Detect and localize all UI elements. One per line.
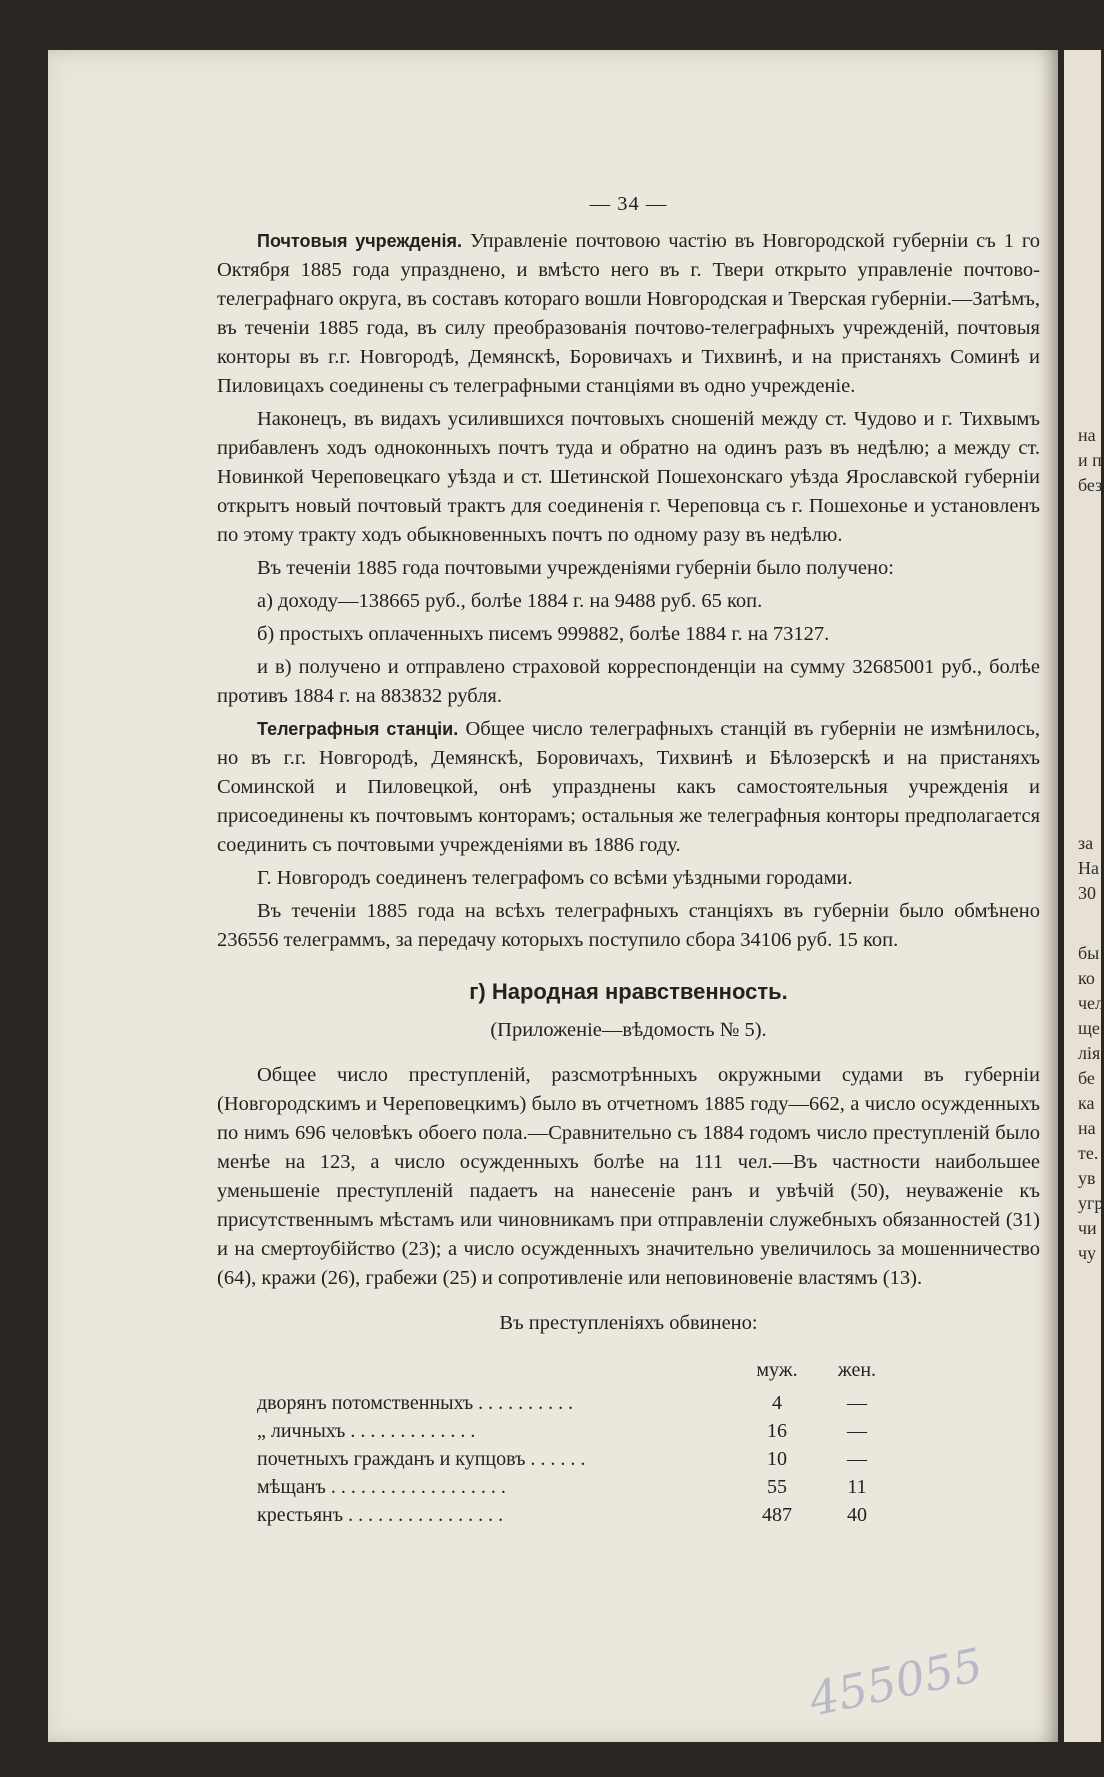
postal-paragraph-4: и в) получено и отправлено страховой корреспонденціи на сумму 32685001 руб., болѣе противъ 1884 г. на 883832 рубля. [217, 656, 1040, 707]
adjacent-page-edge [1064, 50, 1104, 1742]
male-count: 4 [772, 1392, 782, 1414]
adjacent-page-fragment: 30 [1078, 883, 1096, 903]
section-title: г) Народная нравственность. [469, 979, 788, 1004]
postal-heading: Почтовыя учрежденія. [257, 231, 463, 251]
adjacent-page-fragment: ув [1078, 1168, 1096, 1188]
adjacent-page-fragment: за [1078, 833, 1094, 853]
male-count: 55 [767, 1476, 787, 1498]
adjacent-page-fragment: ще [1078, 1018, 1100, 1038]
telegraph-paragraph-2: Г. Новгородъ соединенъ телеграфомъ со всѣми уѣздными городами. [257, 867, 853, 889]
column-header-male: муж. [756, 1359, 798, 1381]
adjacent-page-fragment: ка [1078, 1093, 1095, 1113]
adjacent-page-fragment: На [1078, 858, 1099, 878]
adjacent-page-fragment: чел [1078, 993, 1104, 1013]
table-row [257, 1445, 897, 1473]
postal-paragraph-3: Въ теченіи 1885 года почтовыми учрежденіями губерніи было получено: [257, 557, 894, 579]
telegraph-paragraph [217, 715, 1040, 860]
male-count: 487 [762, 1504, 792, 1526]
female-count: 11 [847, 1476, 867, 1498]
table-row [257, 1417, 897, 1445]
row-label: мѣщанъ . . . . . . . . . . . . . . . . . . [257, 1476, 506, 1498]
postal-paragraph [217, 227, 1040, 401]
row-label: почетныхъ гражданъ и купцовъ . . . . . . [257, 1448, 586, 1470]
row-label: „ личныхъ . . . . . . . . . . . . . [257, 1420, 476, 1442]
table-row [257, 1389, 897, 1417]
row-label: дворянъ потомственныхъ . . . . . . . . . . [257, 1392, 574, 1414]
adjacent-page-fragment: угр [1078, 1193, 1104, 1213]
postal-text: Управленіе почтовою частію въ Новгородской губерніи съ 1 го Октября 1885 года упразднено, и вмѣсто него въ г. Твери открыто управленіе почтово-телеграфнаго округа, въ составъ котораго вошли Новгородская и Тверская губерніи.—Затѣмъ, въ теченіи 1885 года, въ силу преобразованія почтово-телеграфныхъ учрежденій, почтовыя конторы въ г.г. Новгородѣ, Демянскѣ, Боровичахъ и Тихвинѣ, и на пристаняхъ Соминѣ и Пиловицахъ соединены съ телеграфными станціями въ одно учрежденіе. [217, 230, 1041, 397]
adjacent-page-fragment: те. [1078, 1143, 1099, 1163]
accused-title: Въ преступленіяхъ обвинено: [499, 1312, 758, 1334]
table-row [257, 1473, 897, 1501]
female-count: — [847, 1448, 867, 1470]
library-stamp: 455055 [804, 1637, 988, 1727]
male-count: 16 [767, 1420, 787, 1442]
telegraph-heading: Телеграфныя станціи. [257, 719, 459, 739]
adjacent-page-fragment: ко [1078, 968, 1095, 988]
accused-table [257, 1356, 897, 1529]
postal-item-a: а) доходу—138665 руб., болѣе 1884 г. на 9488 руб. 65 коп. [257, 590, 763, 612]
table-header-row [257, 1356, 897, 1389]
male-count: 10 [767, 1448, 787, 1470]
adjacent-page-fragment: бе [1078, 1068, 1095, 1088]
telegraph-paragraph-3: Въ теченіи 1885 года на всѣхъ телеграфныхъ станціяхъ въ губерніи было обмѣнено 236556 телеграммъ, за передачу которыхъ поступило сбора 34106 руб. 15 коп. [217, 900, 1040, 951]
row-label: крестьянъ . . . . . . . . . . . . . . . . [257, 1504, 504, 1526]
adjacent-page-fragment: и п [1078, 450, 1102, 470]
column-header-female: жен. [837, 1359, 877, 1381]
adjacent-page-fragment: лія [1078, 1043, 1101, 1063]
female-count: — [847, 1420, 867, 1442]
telegraph-text: Общее число телеграфныхъ станцій въ губерніи не измѣнилось, но въ г.г. Новгородѣ, Демянскѣ, Боровичахъ, Тихвинѣ и Бѣлозерскѣ и на пристаняхъ Соминской и Пиловецкой, онѣ упразднены какъ самостоятельныя учрежденія и присоединены къ почтовымъ конторамъ; остальныя же телеграфныя конторы предполагается соединить съ почтовыми учрежденіями въ 1886 году. [217, 718, 1041, 856]
page-content [217, 190, 1040, 1529]
female-count: — [847, 1392, 867, 1414]
postal-item-b: б) простыхъ оплаченныхъ писемъ 999882, болѣе 1884 г. на 73127. [257, 623, 830, 645]
adjacent-page-fragment: на [1078, 1118, 1096, 1138]
page-number: — 34 — [589, 193, 668, 215]
morality-paragraph: Общее число преступленій, разсмотрѣнныхъ окружными судами въ губерніи (Новгородскимъ и Череповецкимъ) было въ отчетномъ 1885 году—662, а число осужденныхъ по нимъ 696 человѣкъ обоего пола.—Сравнительно съ 1884 годомъ число преступленій было менѣе на 123, а число осужденныхъ болѣе на 111 чел.—Въ частности наибольшее уменьшеніе преступленій падаетъ на нанесеніе ранъ и увѣчій (50), неуваженіе къ присутственнымъ мѣстамъ или чиновникамъ при отправленіи служебныхъ обязанностей (31) и на смертоубійство (23); а число осужденныхъ значительно увеличилось за мошенничество (64), кражи (26), грабежи (25) и сопротивленіе или неповиновеніе властямъ (13). [217, 1064, 1040, 1289]
adjacent-page-fragment: на [1078, 425, 1096, 445]
postal-paragraph-2: Наконецъ, въ видахъ усилившихся почтовыхъ сношеній между ст. Чудово и г. Тихвымъ прибавленъ ходъ одноконныхъ почтъ туда и обратно на одинъ разъ въ недѣлю; а между ст. Новинкой Череповецкаго уѣзда и ст. Шетинской Пошехонскаго уѣзда Ярославской губерніи открытъ новый почтовый трактъ для соединенія г. Череповца съ г. Пошехонье и установленъ по этому тракту ходъ обыкновенныхъ почтъ по одному разу въ недѣлю. [217, 408, 1040, 546]
adjacent-page-fragment: бы [1078, 943, 1100, 963]
adjacent-page-fragment: чу [1078, 1243, 1097, 1263]
adjacent-page-fragment: чи [1078, 1218, 1097, 1238]
adjacent-page-fragment: без [1078, 475, 1103, 495]
table-row [257, 1501, 897, 1529]
appendix-note: (Приложеніе—вѣдомость № 5). [490, 1019, 767, 1041]
female-count: 40 [847, 1504, 867, 1526]
